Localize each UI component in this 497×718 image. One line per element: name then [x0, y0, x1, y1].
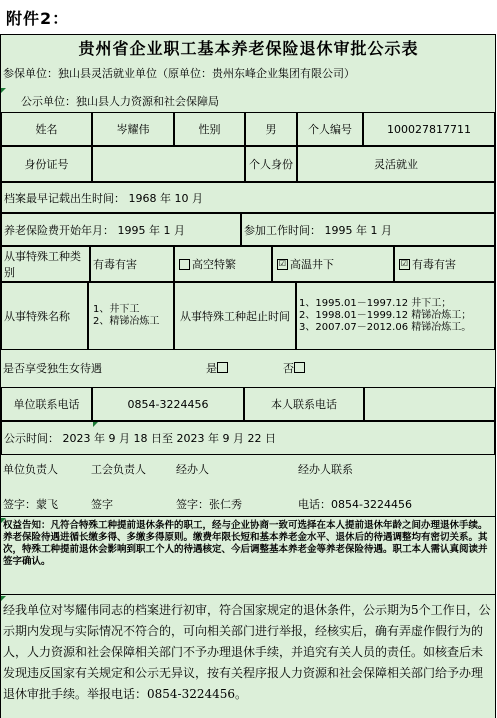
- only-child-yes: 是: [206, 362, 230, 375]
- divider: [0, 516, 496, 517]
- border-right: [495, 34, 496, 718]
- special-type-label: 从事特殊工种类别: [1, 246, 90, 282]
- personal-no-value: 100027817711: [363, 112, 495, 146]
- identity-label: 个人身份: [245, 146, 297, 182]
- special-type-4: ☑ 有毒有害: [394, 246, 495, 282]
- phone: 电话：0854-3224456: [298, 498, 412, 511]
- personal-no-label: 个人编号: [297, 112, 363, 146]
- only-child-label: 是否享受独生女待遇: [3, 362, 102, 375]
- sign-3: 签字：张仁秀: [176, 498, 242, 511]
- checkbox-checked-icon[interactable]: ☑: [278, 258, 287, 268]
- birth-record: 档案最早记载出生时间： 1968 年 10 月: [1, 182, 495, 213]
- cell-marker: [93, 422, 98, 427]
- personal-phone-value: [364, 387, 495, 421]
- special-period-2: 2、1998.01－1999.12 精锑冶炼工；: [299, 310, 472, 321]
- checkbox-icon[interactable]: [217, 362, 228, 373]
- special-period-label: 从事特殊工种起止时间: [174, 282, 296, 350]
- name-value: 岑耀伟: [92, 112, 174, 146]
- checkbox-icon[interactable]: [179, 259, 190, 270]
- union-head: 工会负责人: [91, 463, 146, 476]
- only-child-no: 否: [283, 362, 307, 375]
- publicity-unit: 公示单位：独山县人力资源和社会保障局: [21, 95, 219, 108]
- personal-phone-label: 本人联系电话: [244, 387, 364, 421]
- sign-1: 签字：蒙飞: [3, 498, 58, 511]
- form-title: 贵州省企业职工基本养老保险退休审批公示表: [78, 39, 419, 58]
- special-names: [88, 282, 174, 350]
- special-name-1: 1、井下工: [93, 304, 140, 315]
- attachment-label: 附件2：: [6, 9, 70, 28]
- identity-value: 灵活就业: [297, 146, 495, 182]
- unit-phone-label: 单位联系电话: [1, 387, 92, 421]
- special-periods: [296, 282, 495, 350]
- unit-head: 单位负责人: [3, 463, 58, 476]
- sign-2: 签字: [91, 498, 113, 511]
- gender-label: 性别: [174, 112, 245, 146]
- rights-notice: 权益告知：凡符合特殊工种提前退休条件的职工，经与企业协商一致可选择在本人提前退休年龄之间办理退休手续。养老保险待遇进循长缴多得、多缴多得原则。缴费年限长短和基本养老金水平、退休后的待遇调整均有密切关系。其次，特殊工种提前退休会影响到职工个人的待遇核定、今后调整基本养老金等养老保险待遇。职工本人需认真阅读并签字确认。: [3, 520, 488, 567]
- checkbox-checked-icon[interactable]: ☑: [400, 258, 409, 268]
- pension-start: 养老保险费开始年月： 1995 年 1 月: [1, 213, 241, 246]
- publicity-time: 公示时间： 2023 年 9 月 18 日至 2023 年 9 月 22 日: [1, 421, 495, 455]
- special-period-1: 1、1995.01－1997.12 井下工；: [299, 298, 452, 309]
- handler: 经办人: [176, 463, 209, 476]
- special-type-2: 高空特繁: [174, 246, 272, 282]
- insured-unit: 参保单位：独山县灵活就业单位（原单位：贵州东峰企业集团有限公司）: [3, 67, 355, 80]
- work-start: 参加工作时间： 1995 年 1 月: [241, 213, 495, 246]
- border-left: [0, 34, 1, 718]
- border-top: [0, 34, 496, 35]
- gender-value: 男: [245, 112, 297, 146]
- special-period-3: 3、2007.07－2012.06 精锑冶炼工。: [299, 322, 472, 333]
- cell-marker: [1, 88, 6, 93]
- special-type-1: 有毒有害: [90, 246, 174, 282]
- checkbox-icon[interactable]: [294, 362, 305, 373]
- special-name-2: 2、精锑冶炼工: [93, 316, 160, 327]
- id-value: [92, 146, 245, 182]
- name-label: 姓名: [1, 112, 92, 146]
- id-label: 身份证号: [1, 146, 92, 182]
- divider: [0, 594, 496, 595]
- publicity-notice: 经我单位对岑耀伟同志的档案进行初审，符合国家规定的退休条件，公示期为5个工作日，公示期内发现与实际情况不符合的，可向相关部门进行举报，经核实后，确有弄虚作假行为的人，人力资源和社会保障相关部门不予办理退休手续，并追究有关人员的责任。如核查后未发现违反国家有关规定和公示无异议，按有关程序报人力资源和社会保障相关部门给予办理退休审批手续。举报电话：0854-3224456。: [3, 603, 491, 701]
- special-name-label: 从事特殊名称: [1, 282, 88, 350]
- handler-contact: 经办人联系: [298, 463, 353, 476]
- special-type-3: ☑ 高温井下: [272, 246, 394, 282]
- unit-phone-value: 0854-3224456: [92, 387, 244, 421]
